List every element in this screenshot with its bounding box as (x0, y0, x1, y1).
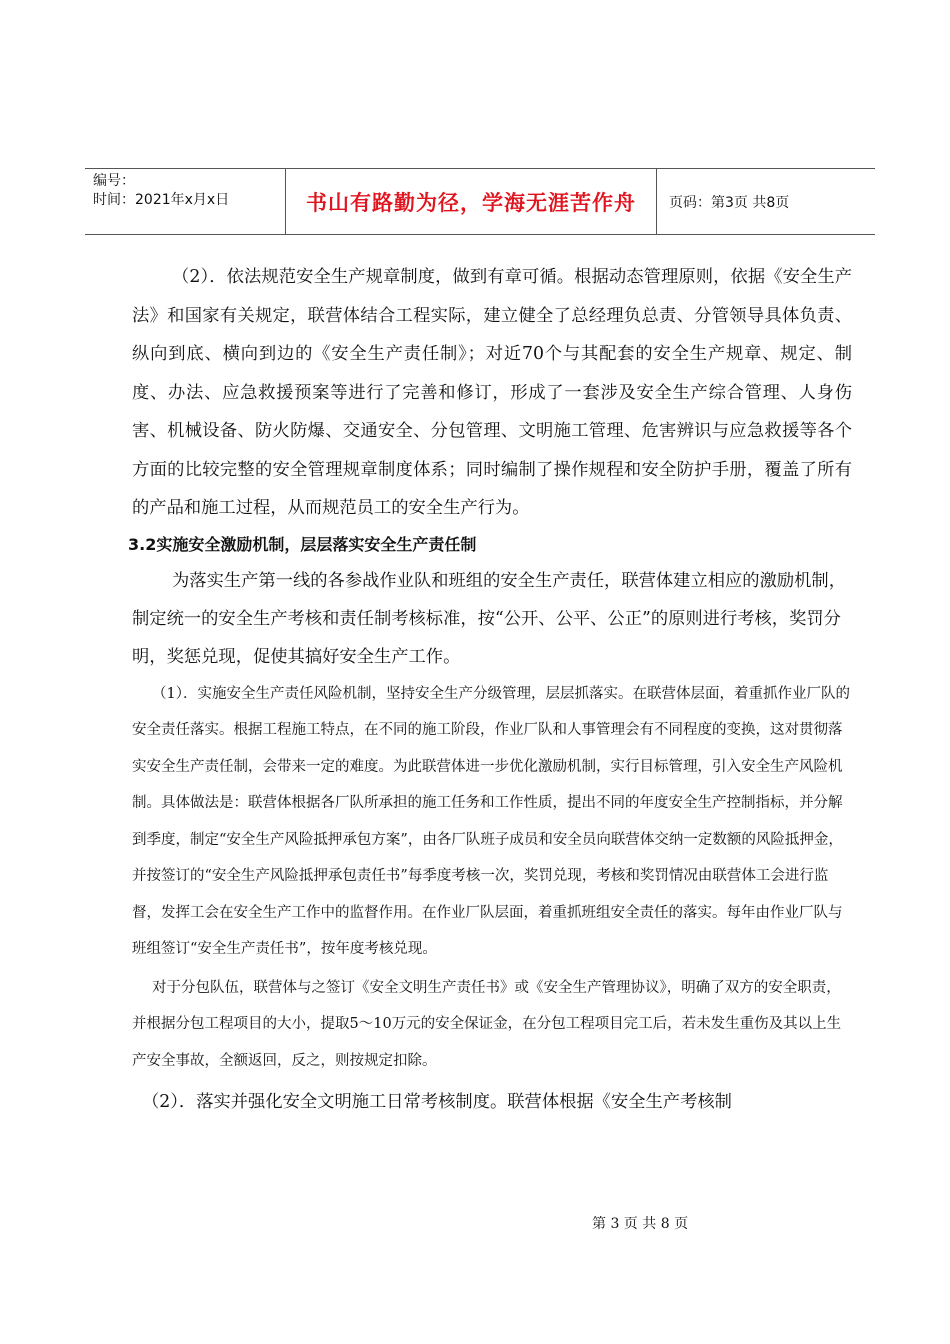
header-page-label: 页码：第3页 共8页 (669, 194, 790, 211)
paragraph-regulations: （2）．依法规范安全生产规章制度，做到有章可循。根据动态管理原则，依据《安全生产法》和国家有关规定，联营体结合工程实际，建立健全了总经理负总责、分管领导具体负责、纵向到底、横向到边的《安全生产责任制》；对近70个与其配套的安全生产规章、规定、制度、办法、应急救援预案等进行了完善和修订，形成了一套涉及安全生产综合管理、人身伤害、机械设备、防火防爆、交通安全、分包管理、文明施工管理、危害辨识与应急救援等各个方面的比较完整的安全管理规章制度体系；同时编制了操作规程和安全防护手册，覆盖了所有的产品和施工过程，从而规范员工的安全生产行为。 (132, 267, 852, 518)
paragraph-daily-assessment: （2）．落实并强化安全文明施工日常考核制度。联营体根据《安全生产考核制 (142, 1092, 732, 1112)
header-motto: 书山有路勤为径，学海无涯苦作舟 (285, 169, 657, 234)
page-footer: 第 3 页 共 8 页 (592, 1216, 689, 1232)
time-label: 时间：2021年x月x日 (93, 192, 230, 208)
page-header (85, 168, 875, 235)
number-label: 编号： (93, 173, 135, 189)
document-body (128, 258, 852, 1121)
paragraph-risk-mechanism: （1）．实施安全生产责任风险机制，坚持安全生产分级管理，层层抓落实。在联营体层面，着重抓作业厂队的安全责任落实。根据工程施工特点，在不同的施工阶段，作业厂队和人事管理会有不同程度的变换，这对贯彻落实安全生产责任制，会带来一定的难度。为此联营体进一步优化激励机制，实行目标管理，引入安全生产风险机制。具体做法是：联营体根据各厂队所承担的施工任务和工作性质，提出不同的年度安全生产控制指标，并分解到季度，制定“安全生产风险抵押承包方案”，由各厂队班子成员和安全员向联营体交纳一定数额的风险抵押金，并按签订的“安全生产风险抵押承包责任书”每季度考核一次，奖罚兑现，考核和奖罚情况由联营体工会进行监督，发挥工会在安全生产工作中的监督作用。在作业厂队层面，着重抓班组安全责任的落实。每年由作业厂队与班组签订“安全生产责任书”，按年度考核兑现。 (132, 685, 850, 957)
header-meta (85, 169, 285, 234)
paragraph-incentive: 为落实生产第一线的各参战作业队和班组的安全生产责任，联营体建立相应的激励机制，制定统一的安全生产考核和责任制考核标准，按“公开、公平、公正”的原则进行考核，奖罚分明，奖惩兑现，促使其搞好安全生产工作。 (132, 570, 846, 667)
section-heading: 3.2实施安全激励机制，层层落实安全生产责任制 (128, 534, 477, 554)
paragraph-subcontract: 对于分包队伍，联营体与之签订《安全文明生产责任书》或《安全生产管理协议》，明确了双方的安全职责，并根据分包工程项目的大小，提取5～10万元的安全保证金，在分包工程项目完工后，若未发生重伤及其以上生产安全事故，全额返回，反之，则按规定扣除。 (132, 979, 842, 1069)
